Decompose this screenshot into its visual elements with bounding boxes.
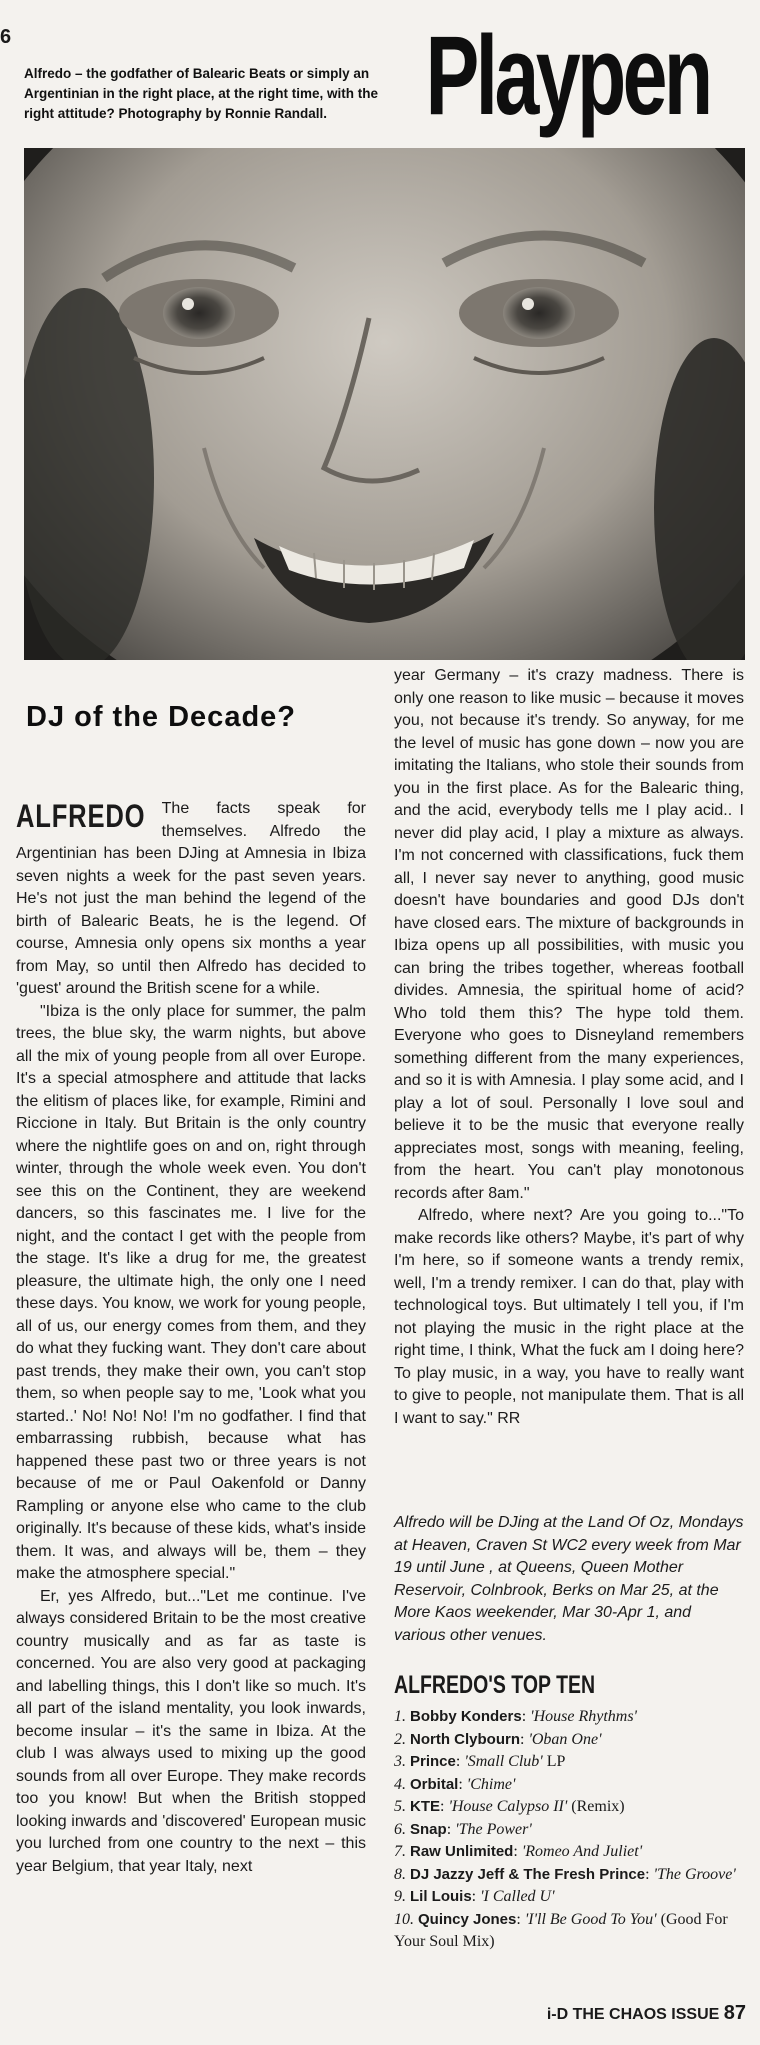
item-title: 'I'll Be Good To You': [524, 1910, 657, 1928]
item-title: 'Romeo And Juliet': [521, 1843, 643, 1860]
item-number: 7.: [394, 1843, 406, 1860]
item-artist: KTE: [410, 1798, 440, 1815]
paragraph-text: The facts speak for themselves. Alfredo the Argentinian has been DJing at Amnesia in Ibiza seven nights a week for the past seven years. He's not just the man behind the legend of the birth of Balearic Beats, he is the legend. Of course, Amnesia only opens six months a year from May, so until then Alfredo has decided to 'guest' around the British scene for a while.: [16, 800, 366, 997]
item-extra: (Remix): [571, 1798, 625, 1815]
item-number: 5.: [394, 1798, 406, 1815]
lead-paragraph: [16, 798, 366, 1001]
item-artist: Lil Louis: [410, 1888, 472, 1905]
gig-listing-note: Alfredo will be DJing at the Land Of Oz, Mondays at Heaven, Craven St WC2 every week from Mar 19 until June , at Queens, Queen Mother Reservoir, Colnbrook, Berks on Mar 25, at the More Kaos weekender, Mar 30-Apr 1, and various other venues.: [394, 1514, 744, 1644]
item-title: 'Oban One': [528, 1730, 602, 1748]
top-ten-list: [394, 1706, 744, 1954]
item-artist: Quincy Jones: [418, 1910, 517, 1928]
top-ten-box: [394, 1670, 744, 1954]
item-artist: Orbital: [410, 1775, 459, 1793]
list-item: 8. DJ Jazzy Jeff & The Fresh Prince: 'The Groove': [394, 1865, 736, 1883]
item-extra: (Good For Your Soul Mix): [394, 1910, 728, 1950]
article-headline: DJ of the Decade?: [26, 701, 296, 733]
dropcap-name: ALFREDO: [16, 798, 146, 834]
item-artist: North Clybourn: [410, 1730, 520, 1748]
paragraph: "Ibiza is the only place for summer, the palm trees, the blue sky, the warm nights, but above all the mix of young people from all over Europe. It's a special atmosphere and attitude that lacks the elitism of places like, for example, Rimini and Riccione in Italy. But Britain is the only country where the nightlife goes on and on, right through winter, through the whole week even. You don't see this on the Continent, they are weekend dancers, so this fascinates me. I live for the night, and the contact I get with the people from the stage. It's like a drug for me, the greatest pleasure, the ultimate high, the only one I need these days. You know, we work for young people, all of us, our energy comes from them, and they do what they fucking want. They don't care about past trends, they make their own, you can't stop them, so when people say to me, 'Look what you started..' No! No! No! I'm no godfather. I find that embarrassing rubbish, because what has happened these past two or three years is not because of me or Paul Oakenfold or Danny Rampling or anyone else who came to the club originally. It's because of these kids, what's inside them. It was, and always will be, them – they make the atmosphere special.": [16, 1002, 366, 1582]
item-title: 'The Groove': [653, 1865, 736, 1883]
item-title: 'House Calypso II': [448, 1798, 568, 1815]
list-item: 10. Quincy Jones: 'I'll Be Good To You' (Good For Your Soul Mix): [394, 1910, 728, 1950]
page-footer: [547, 2001, 746, 2027]
item-number: 8.: [394, 1865, 406, 1883]
item-title: 'House Rhythms': [530, 1708, 637, 1725]
item-title: 'Chime': [466, 1775, 516, 1793]
page-number: 87: [723, 2002, 746, 2024]
paragraph: Er, yes Alfredo, but..."Let me continue. I've always considered Britain to be the most creative country musically and as far as taste is concerned. You are also very good at packaging and labelling things, this I don't like so much. It's all part of the island mentality, you look inwards, become insular – it's the same in Ibiza. At the club I was always used to mixing up the good sounds from all over Europe. They make records too you know! But when the British stopped looking inwards and 'discovered' European music you lurched from one country to the next – this year Belgium, that year Italy, next: [16, 1587, 366, 1875]
item-number: 9.: [394, 1888, 406, 1905]
item-title: 'Small Club': [464, 1753, 543, 1770]
portrait-illustration: [24, 148, 745, 660]
item-number: 10.: [394, 1910, 414, 1928]
item-extra: LP: [546, 1753, 566, 1770]
paragraph: year Germany – it's crazy madness. There is only one reason to like music – because it moves you, not because it's trendy. So anyway, for me the level of music has gone down – now you are imitating the Italians, who stole their sounds from you in the first place. As for the Balearic thing, and the acid, everybody tells me I play acid.. I never did play acid, I play a mixture as always. I'm not concerned with classifications, fuck them all, I never say never to anything, good music doesn't have boundaries and good DJs don't have closed ears. The mixture of backgrounds in Ibiza opens up all possibilities, with music you can bring the tribes together, whereas football divides. Amnesia, the spiritual home of acid? Who told them this? The hype told them. Everyone who goes to Disneyland remembers something different from the many experiences, and so it is with Amnesia. I play some acid, and I play a lot of soul. Personally I love soul and believe it to be the music that everyone really appreciates most, songs with meaning, feeling, from the heart. You can't play monotonous records after 8am.": [394, 667, 744, 1202]
item-artist: Bobby Konders: [410, 1708, 522, 1725]
right-column: [394, 665, 744, 1430]
item-artist: DJ Jazzy Jeff & The Fresh Prince: [410, 1865, 646, 1883]
list-item: 4. Orbital: 'Chime': [394, 1775, 516, 1793]
item-number: 1.: [394, 1708, 406, 1725]
section-masthead: Playpen: [425, 13, 710, 138]
list-item: 3. Prince: 'Small Club' LP: [394, 1753, 566, 1770]
list-item: 9. Lil Louis: 'I Called U': [394, 1888, 555, 1905]
list-item: 1. Bobby Konders: 'House Rhythms': [394, 1708, 637, 1725]
paragraph: Alfredo, where next? Are you going to..."To make records like others? Maybe, it's part of why I'm here, so if someone wants a trendy remix, well, I'm a trendy remixer. I can do that, play with technological toys. But ultimately I tell you, if I'm not playing the music in the right place at the right time, I think, What the fuck am I doing here? To play music, in a way, you have to really want to give to people, not manipulate them. That is all I want to say." RR: [394, 1207, 744, 1427]
top-ten-heading: ALFREDO'S TOP TEN: [394, 1671, 596, 1699]
list-item: 7. Raw Unlimited: 'Romeo And Juliet': [394, 1843, 643, 1860]
list-item: 5. KTE: 'House Calypso II' (Remix): [394, 1798, 625, 1815]
item-number: 6.: [394, 1820, 406, 1838]
portrait-photo: [24, 148, 745, 660]
item-artist: Raw Unlimited: [410, 1843, 514, 1860]
item-title: 'The Power': [455, 1820, 532, 1838]
item-number: 2.: [394, 1730, 406, 1748]
footer-issue-label: i-D THE CHAOS ISSUE: [546, 2006, 720, 2023]
item-title: 'I Called U': [480, 1888, 555, 1905]
page-corner-mark: 6: [0, 26, 12, 48]
intro-standfirst: Alfredo – the godfather of Balearic Beats or simply an Argentinian in the right place, at the right time, with the right attitude? Photography by Ronnie Randall.: [24, 66, 379, 121]
item-number: 4.: [394, 1775, 406, 1793]
list-item: 2. North Clybourn: 'Oban One': [394, 1730, 602, 1748]
list-item: 6. Snap: 'The Power': [394, 1820, 532, 1838]
left-column: [16, 798, 366, 1878]
item-artist: Prince: [410, 1753, 456, 1770]
item-number: 3.: [394, 1753, 406, 1770]
item-artist: Snap: [410, 1820, 447, 1838]
